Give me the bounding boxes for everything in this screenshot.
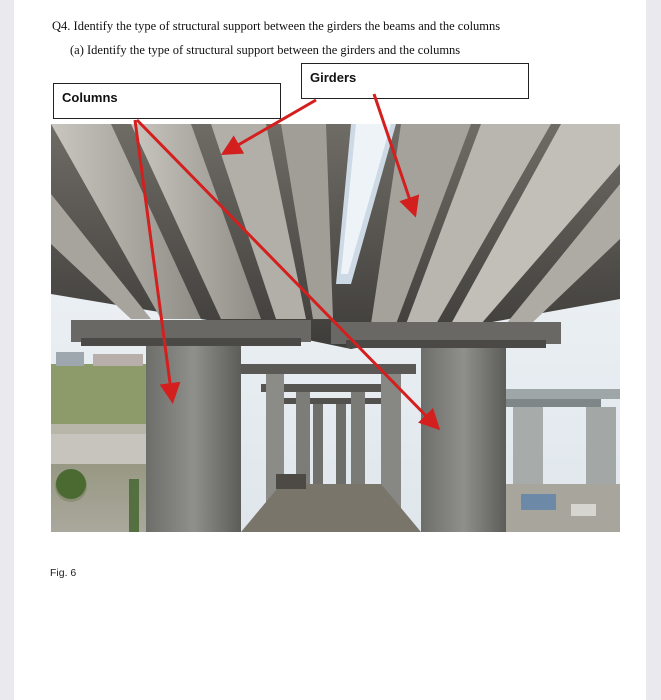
girders-label: Girders (301, 63, 529, 99)
question-title: Q4. Identify the type of structural support between the girders the beams and the columns (52, 19, 501, 33)
bridge-photo (51, 124, 620, 532)
question-subtitle: (a) Identify the type of structural support between the girders and the columns (70, 43, 461, 57)
document-page (14, 0, 646, 700)
figure-caption: Fig. 6 (50, 567, 77, 579)
columns-label: Columns (53, 83, 281, 119)
